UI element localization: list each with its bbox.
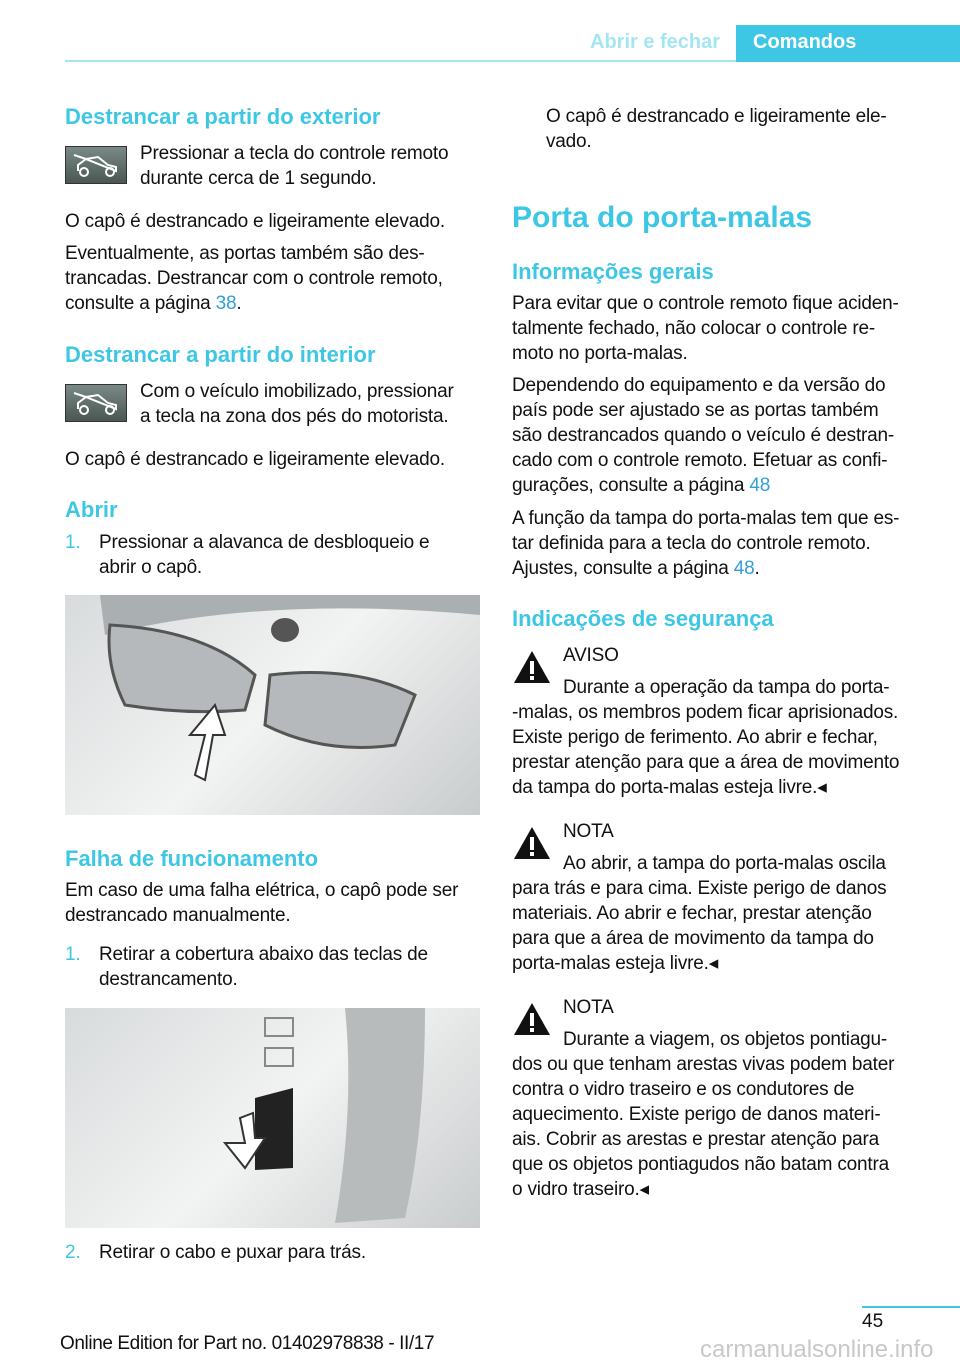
warning-title: AVISO bbox=[563, 645, 619, 666]
paragraph: O capô é destrancado e ligeiramente elevado. bbox=[65, 449, 445, 470]
tab-comandos[interactable] bbox=[736, 25, 960, 62]
exterior-instruction: Pressionar a tecla do controle remoto durante cerca de 1 segundo. bbox=[140, 143, 449, 189]
step-text: Retirar o cabo e puxar para trás. bbox=[99, 1242, 366, 1263]
step-number: 1. bbox=[65, 532, 81, 553]
interior-instruction: Com o veículo imobilizado, pressionar a tecla na zona dos pés do motorista. bbox=[140, 381, 454, 427]
warning-icon bbox=[512, 1000, 552, 1038]
step-number: 1. bbox=[65, 944, 81, 965]
note-text: para trás e para cima. Existe perigo de danos materiais. Ao abrir e fechar, prestar atenção para que a área de movimento da tampa do porta-malas esteja livre.◂ bbox=[512, 878, 887, 974]
note-title: NOTA bbox=[563, 997, 614, 1018]
page-link-48[interactable]: 48 bbox=[749, 475, 771, 496]
paragraph: Para evitar que o controle remoto fique aciden- talmente fechado, não colocar o controle re- moto no porta-malas. bbox=[512, 293, 899, 364]
step-text: Pressionar a alavanca de desbloqueio e abrir o capô. bbox=[99, 532, 430, 578]
cover-removal-illustration bbox=[65, 1008, 480, 1228]
page-link-48[interactable]: 48 bbox=[733, 558, 755, 579]
edition-note: Online Edition for Part no. 01402978838 - II/17 bbox=[60, 1333, 435, 1354]
step-text: Retirar a cobertura abaixo das teclas de destrancamento. bbox=[99, 944, 428, 990]
heading-seguranca: Indicações de segurança bbox=[512, 606, 774, 631]
page-link-38[interactable]: 38 bbox=[215, 293, 237, 314]
heading-exterior: Destrancar a partir do exterior bbox=[65, 104, 381, 129]
tab-abrir-e-fechar[interactable]: Abrir e fechar bbox=[590, 31, 721, 53]
footer-rule bbox=[862, 1306, 960, 1308]
heading-abrir: Abrir bbox=[65, 497, 118, 522]
heading-porta-malas: Porta do porta-malas bbox=[512, 201, 813, 234]
heading-informacoes: Informações gerais bbox=[512, 259, 714, 284]
paragraph: O capô é destrancado e ligeiramente elevado. bbox=[65, 211, 445, 232]
hood-release-illustration bbox=[65, 595, 480, 815]
note-text: Ao abrir, a tampa do porta-malas oscila bbox=[563, 853, 886, 874]
paragraph: Em caso de uma falha elétrica, o capô pode ser destrancado manualmente. bbox=[65, 880, 459, 926]
warning-text: -malas, os membros podem ficar aprisionados. Existe perigo de ferimento. Ao abrir e fechar, prestar atenção para que a área de movimento da tampa do porta-malas esteja livre.◂ bbox=[512, 702, 900, 798]
page-number: 45 bbox=[862, 1311, 884, 1332]
note-title: NOTA bbox=[563, 821, 614, 842]
car-hood-icon bbox=[65, 384, 127, 422]
warning-icon bbox=[512, 648, 552, 686]
step-number: 2. bbox=[65, 1242, 81, 1263]
heading-interior: Destrancar a partir do interior bbox=[65, 342, 376, 367]
paragraph: Eventualmente, as portas também são des- trancadas. Destrancar com o controle remoto, consulte a página 38. bbox=[65, 243, 443, 314]
paragraph: O capô é destrancado e ligeiramente ele- vado. bbox=[546, 106, 887, 152]
paragraph: A função da tampa do porta-malas tem que es- tar definida para a tecla do controle remoto. Ajustes, consulte a página 48. bbox=[512, 508, 900, 579]
watermark: carmanualsonline.info bbox=[700, 1336, 934, 1362]
note-text: Durante a viagem, os objetos pontiagu- bbox=[563, 1029, 888, 1050]
car-hood-icon bbox=[65, 146, 127, 184]
tab-comandos-label: Comandos bbox=[753, 31, 857, 53]
note-text: dos ou que tenham arestas vivas podem bater contra o vidro traseiro e os condutores de aquecimento. Existe perigo de danos materi- ais. Cobrir as arestas e prestar atenção para que os objetos pontiagudos não batam contra o vidro traseiro.◂ bbox=[512, 1054, 895, 1200]
heading-falha: Falha de funcionamento bbox=[65, 846, 319, 871]
warning-icon bbox=[512, 824, 552, 862]
warning-text: Durante a operação da tampa do porta- bbox=[563, 677, 890, 698]
paragraph: Dependendo do equipamento e da versão do país pode ser ajustado se as portas também são destrancados quando o veículo é destran- cado com o controle remoto. Efetuar as confi- gurações, consulte a página 48 bbox=[512, 375, 895, 496]
